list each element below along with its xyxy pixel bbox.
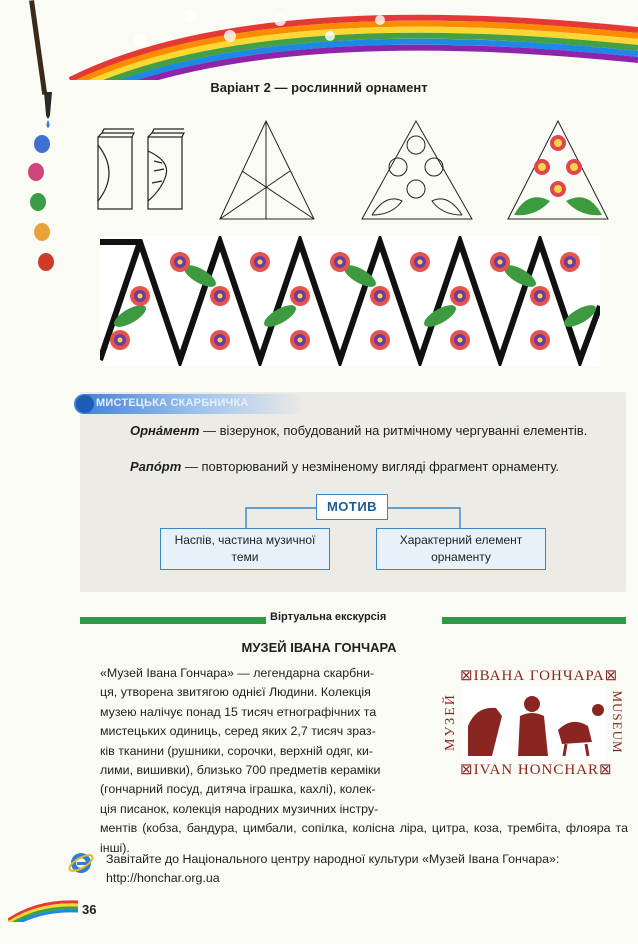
text-line: ця, утворена звитягою однієї Людини. Колекція (100, 685, 371, 700)
motiv-box: МОТИВ (316, 494, 388, 520)
hand-prints-icon (22, 130, 72, 280)
internet-explorer-icon (68, 850, 94, 876)
definition-term: Рапо́рт (130, 459, 182, 474)
logo-illustration (462, 686, 606, 760)
section-label: Віртуальна екскурсія (266, 611, 390, 623)
logo-text-right: MUSEUM (610, 690, 625, 754)
page-number: 36 (82, 902, 97, 917)
museum-logo (442, 666, 628, 782)
visit-link-text: Завітайте до Національного центру народної культури «Музей Івана Гончара»: http://honchar.org.ua (106, 852, 560, 885)
meaning-ornament: Характерний елемент орнаменту (376, 528, 546, 570)
folded-paper-2 (148, 129, 184, 209)
logo-text-left: МУЗЕЙ (443, 693, 458, 751)
text-line: «Музей Івана Гончара» — легендарна скарбни- (100, 666, 375, 680)
ornament-band (100, 236, 600, 366)
triangle-guide-lines (220, 121, 314, 219)
text-line: (гончарний посуд, дитяча іграшка, кахлі), колек- (100, 782, 376, 797)
logo-text-top: ⊠ІВАНА ГОНЧАРА⊠ (460, 668, 619, 684)
variant-title: Варіант 2 — рослинний орнамент (210, 80, 428, 95)
definition-term: Орна́мент (130, 423, 200, 438)
triangle-colored (508, 121, 608, 219)
museum-title: МУЗЕЙ ІВАНА ГОНЧАРА (241, 640, 397, 655)
ornament-construction-steps (90, 115, 610, 225)
paintbrush-icon (0, 0, 80, 140)
footer-rainbow-decoration (8, 896, 78, 922)
text-line: ція писанок, колекція народних музичних інстру- (100, 801, 379, 816)
definition-text: — візерунок, побудований на ритмічному чергуванні елементів. (199, 423, 588, 438)
text-line: мистецьких одиниць, серед яких 2,7 тисяч зраз- (100, 724, 376, 739)
folded-paper-1 (98, 129, 134, 209)
text-line: ків тканини (рушники, сорочки, верхній одяг, ки- (100, 743, 374, 758)
rainbow-decoration (0, 0, 638, 80)
treasury-header (74, 394, 304, 416)
text-tail: ментів (кобза, бандура, цимбали, сопілка, колісна ліра, цитра, коза, трембіта, флояра та інші). (100, 821, 628, 855)
text-line: музею налічує понад 15 тисяч етнографічних та (100, 704, 377, 719)
definition-text: — повторюваний у незміненому вигляді фрагмент орнаменту. (181, 459, 560, 474)
text-line: лими, вишивки), близько 700 предметів кераміки (100, 763, 381, 778)
logo-text-bottom: ⊠IVAN HONCHAR⊠ (460, 762, 613, 778)
meaning-music: Наспів, частина музичної теми (160, 528, 330, 570)
triangle-circles (362, 121, 472, 219)
definition-ornament (130, 422, 610, 440)
bullet-icon (76, 395, 94, 413)
treasury-title: МИСТЕЦЬКА СКАРБНИЧКА (96, 397, 249, 409)
definition-rapport (130, 458, 610, 476)
